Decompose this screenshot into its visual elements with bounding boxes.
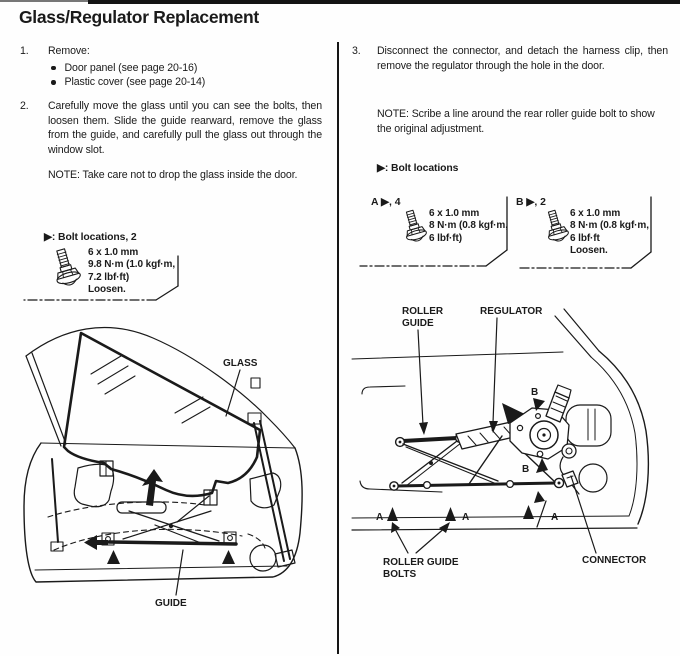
- door-outline: [352, 309, 648, 530]
- spec-line: 9.8 N·m (1.0 kgf·m,: [88, 259, 176, 271]
- bullet-icon: [51, 80, 56, 85]
- bolt-location-marker: [523, 505, 534, 519]
- label-roller-guide-bolts: [383, 522, 459, 580]
- label-roller-guide: [402, 306, 444, 435]
- note-right: NOTE: Scribe a line around the rear roller guide bolt to show the original adjustment.: [377, 108, 655, 135]
- spec-line: 6 x 1.0 mm: [429, 208, 480, 219]
- scan-top-bar-left: [0, 0, 88, 2]
- bullet-icon: [51, 66, 56, 71]
- note-left: NOTE: Take care not to drop the glass inside the door.: [48, 169, 298, 181]
- spec-line: 8 N·m (0.8 kgf·m,: [570, 220, 649, 232]
- svg-text:GUIDE: GUIDE: [402, 318, 434, 329]
- rear-glass-channel: [248, 413, 295, 567]
- glass-label: GLASS: [223, 358, 258, 369]
- guide-label: GUIDE: [155, 598, 187, 609]
- list-item: [48, 61, 205, 76]
- guide-leader-line: [176, 550, 183, 595]
- step-1: [20, 44, 322, 90]
- step-3-text: Disconnect the connector, and detach the harness clip, then remove the regulator through the hole in the door.: [377, 45, 668, 72]
- callout-border-left: [18, 240, 193, 308]
- svg-text:BOLTS: BOLTS: [383, 569, 417, 580]
- marker-b-label: B: [531, 387, 539, 398]
- front-glass-channel: [51, 459, 63, 551]
- scan-top-bar: [88, 0, 680, 4]
- spec-line: Loosen.: [88, 283, 126, 295]
- spec-line: 8 N·m (0.8 kgf·m,: [429, 220, 508, 232]
- bullet-2-text: Plastic cover (see page 20-14): [64, 76, 206, 88]
- slide-rearward-arrow-icon: [84, 535, 108, 550]
- list-item: [48, 75, 205, 90]
- bolt-location-marker: [445, 507, 456, 521]
- svg-text:CONNECTOR: CONNECTOR: [582, 555, 647, 566]
- step-2-number: 2.: [20, 100, 29, 112]
- bolt-location-marker: [222, 550, 235, 564]
- step-2-text: Carefully move the glass until you can see the bolts, then loosen them. Slide the guide rearward, remove the glass from the guide, and carefully pull the glass out through the window slot.: [48, 100, 322, 156]
- bolt-location-marker: [387, 507, 398, 521]
- step-2: [20, 99, 322, 157]
- regulator-diagram: [350, 295, 680, 650]
- bolt-locations-header-right: ▶: Bolt locations: [377, 163, 459, 174]
- spec-line: Loosen.: [570, 244, 608, 256]
- bolt-locations-header-left: ▶: Bolt locations, 2: [44, 232, 137, 243]
- guide-rail: [102, 532, 236, 545]
- svg-text:REGULATOR: REGULATOR: [480, 306, 543, 317]
- column-divider: [337, 42, 339, 654]
- spec-line: 6 lbf·ft: [570, 232, 600, 244]
- callout-borders-right: [350, 192, 670, 278]
- glass-reflection-lines: [91, 356, 135, 394]
- marker-a-label: A: [376, 512, 384, 523]
- svg-text:ROLLER: ROLLER: [402, 306, 444, 317]
- marker-b-label: B: [522, 464, 530, 475]
- step-3: [352, 44, 668, 73]
- callout-b-label: B ▶, 2: [516, 197, 546, 208]
- spec-line: 6 x 1.0 mm: [570, 208, 621, 219]
- marker-a-label: A: [462, 512, 470, 523]
- marker-b-top: [531, 387, 545, 411]
- markers-a: [376, 491, 558, 527]
- step-1-number: 1.: [20, 45, 29, 57]
- door-inner-details: [74, 464, 280, 571]
- spec-line: 7.2 lbf·ft): [88, 271, 130, 283]
- slash-line: [537, 501, 546, 527]
- page-title: Glass/Regulator Replacement: [19, 7, 259, 27]
- door-glass-diagram: [5, 312, 330, 656]
- spec-line: 6 x 1.0 mm: [88, 247, 139, 258]
- bolt-location-marker: [107, 550, 120, 564]
- step-1-text: Remove:: [48, 45, 90, 57]
- glass-leader-line: [226, 370, 240, 416]
- spec-line: 6 lbf·ft): [429, 232, 462, 244]
- marker-a-label: A: [551, 512, 559, 523]
- lower-rail: [390, 478, 564, 490]
- svg-text:ROLLER GUIDE: ROLLER GUIDE: [383, 557, 459, 568]
- step-3-number: 3.: [352, 45, 361, 57]
- bullet-1-text: Door panel (see page 20-16): [64, 61, 198, 74]
- bolt-location-marker: [534, 491, 545, 503]
- callout-a-label: A ▶, 4: [371, 197, 401, 208]
